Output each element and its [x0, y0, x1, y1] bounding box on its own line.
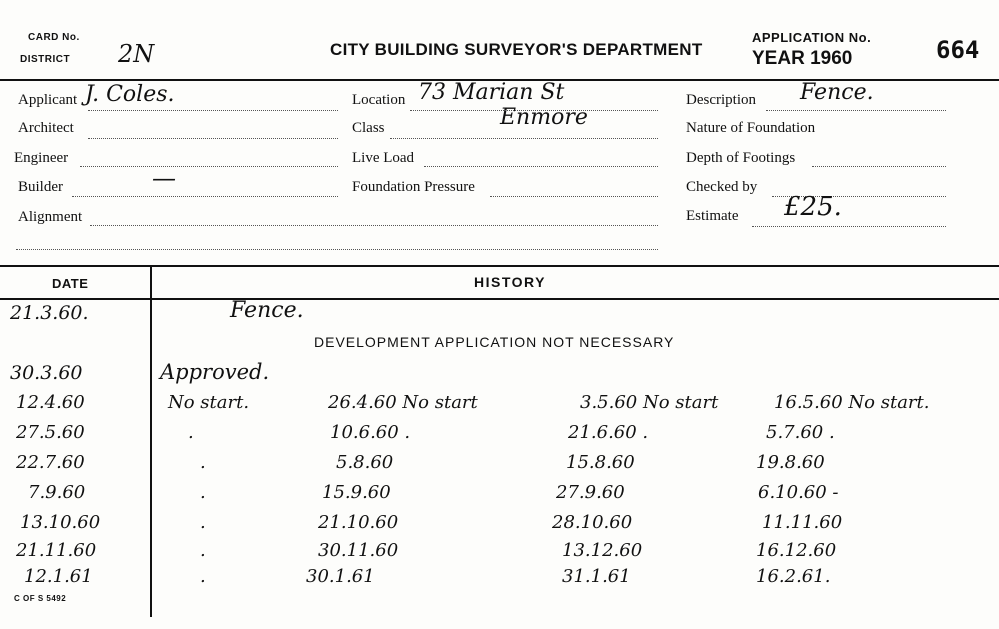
- applicant-value: J. Coles.: [85, 82, 175, 107]
- district-value: 2N: [118, 40, 155, 68]
- alignment-label: Alignment: [18, 209, 83, 225]
- history-entry: 15.9.60: [322, 482, 391, 503]
- history-column-header: HISTORY: [474, 274, 546, 290]
- history-entry: 11.11.60: [762, 512, 843, 533]
- history-entry: 5.8.60: [336, 452, 394, 473]
- builder-value: —: [152, 164, 176, 192]
- history-row: [0, 512, 999, 540]
- history-entry: 13.12.60: [562, 540, 643, 561]
- history-row-date: 30.3.60: [10, 362, 83, 384]
- history-row: [0, 566, 999, 594]
- history-entry: 30.1.61: [306, 566, 375, 587]
- history-row: [0, 362, 999, 390]
- history-entry: .: [200, 566, 206, 587]
- history-entry: .: [200, 540, 206, 561]
- history-entry: 10.6.60 .: [330, 422, 411, 443]
- history-entry: 27.9.60: [556, 482, 625, 503]
- history-row: [0, 422, 999, 450]
- history-row-date: 27.5.60: [16, 422, 85, 443]
- history-entry: Approved.: [160, 360, 270, 384]
- history-row: [0, 392, 999, 420]
- history-entry: 16.5.60 No start.: [774, 392, 930, 413]
- depth-of-footings-label: Depth of Footings: [686, 150, 796, 166]
- history-entry: 19.8.60: [756, 452, 825, 473]
- history-entry: .: [200, 482, 206, 503]
- history-row: [0, 332, 999, 360]
- history-entry: 16.12.60: [756, 540, 837, 561]
- history-entry: DEVELOPMENT APPLICATION NOT NECESSARY: [314, 334, 675, 350]
- form-code: C OF S 5492: [14, 594, 67, 603]
- live-load-label: Live Load: [352, 150, 415, 166]
- history-row: [0, 298, 999, 330]
- description-label: Description: [686, 92, 756, 108]
- engineer-label: Engineer: [14, 150, 69, 166]
- history-row: [0, 540, 999, 568]
- date-column-header: DATE: [52, 276, 89, 291]
- history-row-date: 21.3.60.: [10, 302, 89, 324]
- architect-label: Architect: [18, 120, 74, 136]
- application-number: 664: [936, 36, 980, 64]
- history-row-date: 12.1.61: [24, 566, 93, 587]
- history-entry: 26.4.60 No start: [328, 392, 478, 413]
- location-street: 73 Marian St: [418, 80, 565, 105]
- history-entry: Fence.: [230, 298, 304, 323]
- estimate-value: £25.: [784, 192, 842, 222]
- foundation-pressure-label: Foundation Pressure: [352, 179, 475, 195]
- history-row: [0, 482, 999, 510]
- history-row: [0, 452, 999, 480]
- history-entry: 28.10.60: [552, 512, 633, 533]
- history-entry: .: [200, 452, 206, 473]
- application-label: APPLICATION No.: [752, 30, 872, 45]
- history-row-date: 12.4.60: [16, 392, 85, 413]
- history-entry: 16.2.61.: [756, 566, 831, 587]
- checked-by-label: Checked by: [686, 179, 758, 195]
- history-entry: 6.10.60 -: [758, 482, 839, 503]
- history-entry: 31.1.61: [562, 566, 631, 587]
- history-row-date: 21.11.60: [16, 540, 97, 561]
- location-label: Location: [352, 92, 406, 108]
- history-entry: .: [188, 422, 194, 443]
- history-entry: 3.5.60 No start: [580, 392, 719, 413]
- builder-label: Builder: [18, 179, 63, 195]
- class-label: Class: [352, 120, 385, 136]
- history-entry: 21.10.60: [318, 512, 399, 533]
- history-row-date: 13.10.60: [20, 512, 101, 533]
- history-entry: 15.8.60: [566, 452, 635, 473]
- history-entry: 30.11.60: [318, 540, 399, 561]
- card-no-label: CARD No.: [28, 32, 80, 43]
- year-label: YEAR 1960: [752, 48, 853, 69]
- history-entry: 5.7.60 .: [766, 422, 835, 443]
- history-row-date: 22.7.60: [16, 452, 85, 473]
- history-entry: .: [200, 512, 206, 533]
- department-title: CITY BUILDING SURVEYOR'S DEPARTMENT: [330, 40, 703, 59]
- description-value: Fence.: [800, 80, 874, 105]
- location-suburb: Enmore: [500, 105, 588, 130]
- history-entry: 21.6.60 .: [568, 422, 649, 443]
- district-label: DISTRICT: [20, 54, 71, 65]
- applicant-label: Applicant: [18, 92, 78, 108]
- history-row-date: 7.9.60: [28, 482, 86, 503]
- history-entry: No start.: [168, 392, 250, 413]
- nature-of-foundation-label: Nature of Foundation: [686, 120, 816, 136]
- estimate-label: Estimate: [686, 208, 739, 224]
